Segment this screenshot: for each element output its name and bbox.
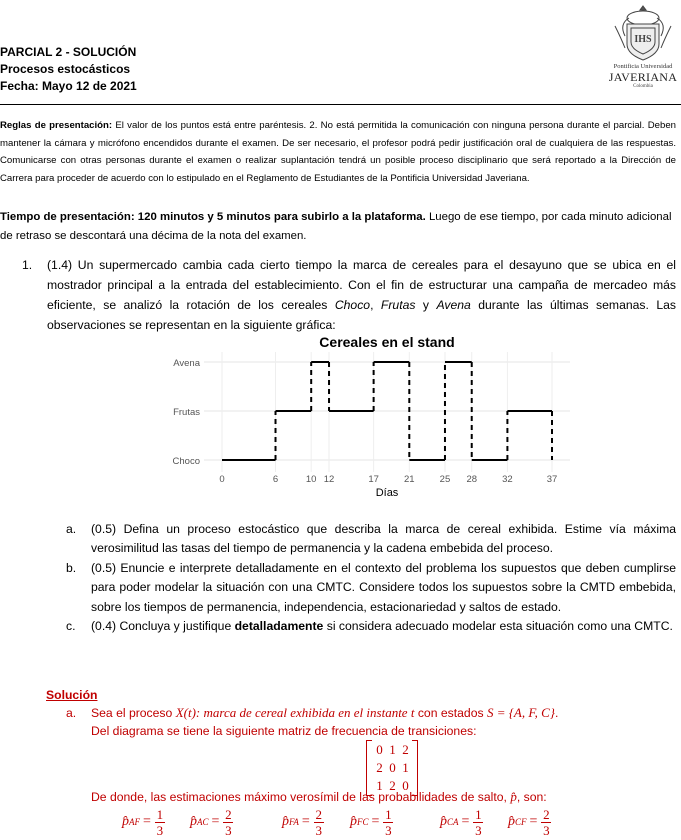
prob-symbol: p̂	[350, 814, 357, 829]
solution-a	[66, 704, 666, 722]
prob-sub: FA	[289, 817, 299, 827]
cereal-avena: Avena	[436, 298, 471, 312]
numerator: 1	[475, 806, 482, 822]
matrix-cell: 1	[389, 742, 396, 757]
sol-line3-a: De donde, las estimaciones máximo verosímil de las probabilidades de salto,	[91, 790, 511, 804]
x-tick-label: 25	[439, 474, 451, 485]
matrix-cell: 1	[402, 760, 409, 775]
item-c-text-a: (0.4) Concluya y justifique	[91, 619, 235, 634]
solution-a-label: a.	[66, 706, 77, 720]
prob-sub: CF	[515, 817, 527, 827]
fraction	[383, 807, 393, 838]
question-text-a: (1.4) Un supermercado cambia cada cierto tiempo la marca de cereales para el desayuno que se ubica en el mostrador principal a la entrada del establecimiento. Con el fin de estructurar una campaña de mercadeo más eficiente, se analizó la rotación de los cereales	[47, 258, 676, 312]
item-text	[91, 619, 673, 633]
prob-sub: AF	[129, 817, 140, 827]
item-label: c.	[66, 619, 76, 634]
cereal-choco: Choco	[334, 298, 371, 312]
prob-symbol: p̂	[190, 814, 197, 829]
x-tick-label: 37	[546, 474, 558, 485]
fraction	[314, 807, 324, 838]
sol-line3-m: p̂	[510, 789, 517, 804]
exam-header	[0, 44, 137, 95]
presentation-rules	[0, 117, 676, 187]
matrix-cell: 0	[376, 742, 383, 757]
equals-sign: =	[301, 814, 310, 829]
denominator: 3	[385, 822, 392, 838]
prob-symbol: p̂	[440, 814, 447, 829]
prob-sub: AC	[197, 817, 209, 827]
prob-symbol: p̂	[122, 814, 129, 829]
x-axis-label: Días	[375, 487, 399, 499]
solution-section	[46, 686, 676, 838]
question-text-b: durante las últimas semanas. Las observaciones se representan en la siguiente gráfica:	[47, 298, 676, 332]
item-c-bold: detalladamente	[234, 619, 324, 634]
time-text: Luego de ese tiempo, por cada minuto adicional de retraso se descontará una décima de la nota del examen.	[0, 211, 672, 242]
numerator: 2	[315, 806, 322, 822]
matrix-cell: 2	[402, 742, 409, 757]
equals-sign: =	[143, 814, 151, 829]
svg-text:IHS: IHS	[634, 34, 652, 45]
x-tick-label: 0	[219, 474, 225, 485]
fraction	[473, 807, 483, 838]
item-text: (0.5) Enuncie e interprete detalladamente en el contexto del problema los supuestos que deben cumplirse para poder modelar la situación con una CMTC. Considere todos los supuestos sobre la CMTD embebida, sobre los tiempos de permanencia, independencia, estacionariedad y saltos de estado.	[91, 560, 676, 614]
denominator: 3	[543, 822, 550, 838]
sol-math2: S = {A, F, C}	[486, 705, 555, 720]
logo-line3: Colombia	[633, 84, 653, 89]
matrix-cell: 0	[402, 778, 409, 793]
exam-title: PARCIAL 2 - SOLUCIÓN	[0, 45, 137, 59]
javeriana-crest-icon	[607, 4, 679, 64]
x-tick-label: 12	[323, 474, 335, 485]
matrix-cell: 2	[389, 778, 396, 793]
item-c	[66, 617, 676, 636]
equals-sign: =	[529, 814, 538, 829]
prob-symbol: p̂	[282, 814, 289, 829]
question-number: 1.	[22, 258, 33, 272]
sol-math1: X(t): marca de cereal exhibida en el instante t	[175, 705, 415, 720]
denominator: 3	[475, 822, 482, 838]
header-divider	[0, 104, 681, 105]
equals-sign: =	[211, 814, 220, 829]
solution-title: Solución	[46, 688, 98, 702]
jump-probabilities	[122, 804, 681, 840]
university-logo	[607, 4, 679, 92]
x-tick-label: 17	[368, 474, 379, 485]
cereal-frutas: Frutas	[380, 298, 416, 312]
probability-cf	[508, 804, 551, 840]
equals-sign: =	[371, 814, 380, 829]
x-tick-label: 28	[466, 474, 478, 485]
prob-sub: CA	[447, 817, 459, 827]
item-label: a.	[66, 522, 77, 536]
question-1	[22, 255, 676, 335]
numerator: 2	[543, 806, 550, 822]
question-items	[66, 520, 676, 636]
prob-sub: FC	[357, 817, 369, 827]
item-c-text-b: si considera adecuado modelar esta situación como una CMTC.	[323, 619, 673, 634]
logo-line1: Pontificia Universidad	[613, 63, 673, 70]
fraction	[541, 807, 551, 838]
exam-date: Fecha: Mayo 12 de 2021	[0, 79, 137, 93]
numerator: 1	[156, 806, 164, 822]
item-a	[66, 520, 676, 559]
probability-fc	[350, 804, 393, 840]
probability-ca	[440, 804, 483, 840]
question-sep1: ,	[370, 298, 381, 312]
solution-a-line1	[66, 704, 666, 722]
numerator: 2	[225, 806, 232, 822]
sol-text1: Sea el proceso	[91, 706, 176, 720]
time-label: Tiempo de presentación: 120 minutos y 5 minutos para subirlo a la plataforma.	[0, 211, 426, 223]
denominator: 3	[315, 822, 322, 838]
y-tick-label: Choco	[172, 456, 200, 467]
course-name: Procesos estocásticos	[0, 62, 131, 76]
prob-symbol: p̂	[508, 814, 515, 829]
fraction	[223, 807, 233, 838]
numerator: 1	[385, 806, 392, 822]
cereal-stand-chart	[160, 330, 580, 500]
item-label: b.	[66, 560, 77, 575]
item-text: (0.5) Defina un proceso estocástico que describa la marca de cereal exhibida. Estime vía máxima verosimilitud las tasas del tiempo de permanencia y la cadena embebida del proceso.	[91, 522, 676, 556]
sol-text2: con estados	[414, 706, 487, 720]
question-text	[22, 255, 676, 335]
x-tick-label: 10	[305, 474, 317, 485]
rules-text: El valor de los puntos está entre paréntesis. 2. No está permitida la comunicación con ninguna persona durante el parcial. Deben mantener la cámara y micrófono encendidos durante el examen. De ser necesario, el profesor podrá pedir justificación oral de cualquiera de las respuestas. Comunicarse con otras personas durante el examen o realizar suplantación tendrá un posible proceso disciplinario que será reportado a la Dirección de Carrera para proceder de acuerdo con lo estipulado en el Reglamento de Estudiantes de la Pontificia Universidad Javeriana.	[0, 120, 676, 184]
equals-sign: =	[461, 814, 470, 829]
question-sep2: y	[415, 298, 437, 312]
denominator: 3	[156, 822, 164, 838]
matrix-table	[373, 741, 412, 795]
x-tick-label: 32	[502, 474, 513, 485]
probability-ac	[190, 804, 233, 840]
denominator: 3	[225, 822, 232, 838]
logo-line2: JAVERIANA	[608, 70, 678, 84]
rules-label: Reglas de presentación:	[0, 120, 113, 131]
x-tick-label: 21	[404, 474, 415, 485]
sol-line3-b: , son:	[516, 790, 547, 804]
probability-af	[122, 804, 165, 840]
probability-fa	[282, 804, 324, 840]
solution-line2: Del diagrama se tiene la siguiente matriz de frecuencia de transiciones:	[91, 724, 477, 738]
matrix-cell: 1	[376, 778, 383, 793]
fraction	[155, 807, 165, 838]
item-b	[66, 559, 676, 617]
matrix-cell: 2	[376, 760, 383, 775]
chart-title: Cereales en el stand	[319, 334, 455, 350]
presentation-time	[0, 208, 676, 246]
sol-text3: .	[555, 706, 559, 720]
y-tick-label: Avena	[173, 358, 200, 369]
x-tick-label: 6	[272, 474, 279, 485]
matrix-cell: 0	[389, 760, 396, 775]
y-tick-label: Frutas	[173, 407, 200, 418]
